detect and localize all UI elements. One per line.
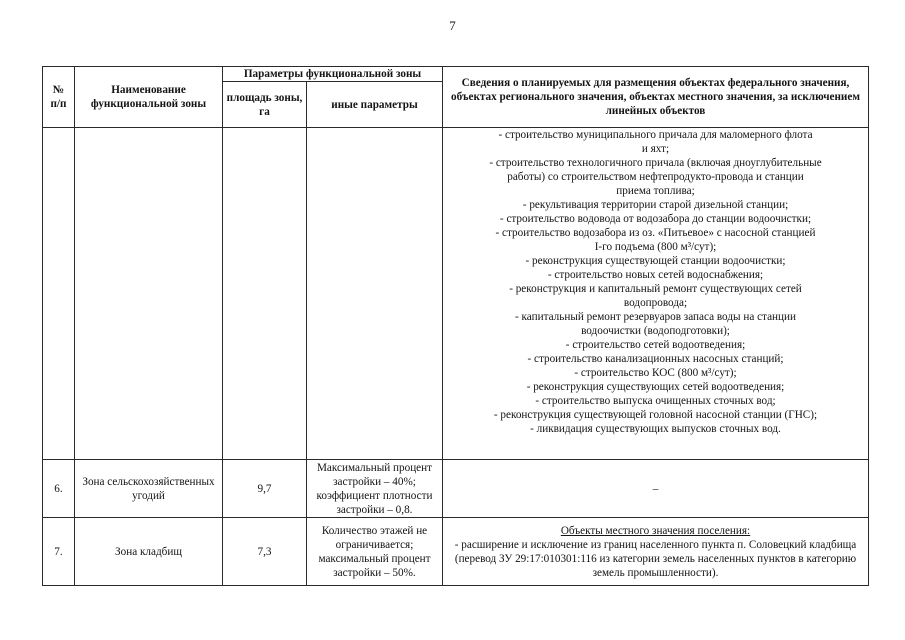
table-row-continued bbox=[43, 128, 869, 460]
plan-line: - строительство КОС (800 м³/сут); bbox=[574, 367, 737, 379]
plan-line: - строительство выпуска очищенных сточных вод; bbox=[535, 395, 776, 407]
plan-line: и яхт; bbox=[641, 143, 670, 155]
cell-num bbox=[43, 128, 75, 460]
row-plan bbox=[443, 518, 869, 586]
row-area: 7,3 bbox=[223, 518, 307, 586]
plan-line: - рекультивация территории старой дизельной станции; bbox=[522, 199, 789, 211]
plan-line: - строительство новых сетей водоснабжения; bbox=[547, 269, 764, 281]
plan-line: - реконструкция существующих сетей водоотведения; bbox=[526, 381, 785, 393]
plan-line: I-го подъема (800 м³/сут); bbox=[594, 241, 717, 253]
row-zone-name: Зона сельскохозяйственных угодий bbox=[75, 460, 223, 518]
row-plan-text: - расширение и исключение из границ населенного пункта п. Соловецкий кладбища (перевод ЗУ 29:17:010301:116 из категории земель населенных пунктов в категорию земель промышленности). bbox=[454, 538, 857, 579]
table-row bbox=[43, 518, 869, 586]
plan-line: - ликвидация существующих выпусков сточных вод. bbox=[530, 423, 781, 435]
header-plan: Сведения о планируемых для размещения объектах федерального значения, объектах регионального значения, объектах местного значения, за исключением линейных объектов bbox=[443, 67, 869, 128]
plan-line: - строительство технологичного причала (включая дноуглубительные bbox=[489, 157, 822, 169]
header-num: № п/п bbox=[43, 67, 75, 128]
plan-line: - строительство сетей водоотведения; bbox=[565, 339, 746, 351]
row-zone-name: Зона кладбищ bbox=[75, 518, 223, 586]
plan-line: - реконструкция существующей головной насосной станции (ГНС); bbox=[493, 409, 818, 421]
row-plan-text: – bbox=[652, 482, 659, 495]
header-other: иные параметры bbox=[307, 82, 443, 128]
row-num: 7. bbox=[43, 518, 75, 586]
header-row-1 bbox=[43, 67, 869, 82]
row-area: 9,7 bbox=[223, 460, 307, 518]
page-number: 7 bbox=[449, 18, 456, 33]
header-area: площадь зоны, га bbox=[223, 82, 307, 128]
cell-plan bbox=[443, 128, 869, 460]
row-other-params: Максимальный процент застройки – 40%; коэффициент плотности застройки – 0,8. bbox=[307, 460, 443, 518]
table-row bbox=[43, 460, 869, 518]
plan-line: - реконструкция существующей станции водоочистки; bbox=[525, 255, 786, 267]
plan-line: водоочистки (водоподготовки); bbox=[581, 325, 730, 337]
plan-line: - реконструкция и капитальный ремонт существующих сетей bbox=[509, 283, 802, 295]
plan-line: водопровода; bbox=[623, 297, 688, 309]
zones-table bbox=[42, 66, 869, 586]
plan-line: приема топлива; bbox=[616, 185, 695, 197]
plan-line: - строительство муниципального причала для маломерного флота bbox=[498, 129, 813, 141]
plan-line: - строительство водовода от водозабора до станции водоочистки; bbox=[499, 213, 812, 225]
cell-name bbox=[75, 128, 223, 460]
header-zone-name: Наименование функциональной зоны bbox=[75, 67, 223, 128]
plan-line: - строительство канализационных насосных станций; bbox=[527, 353, 784, 365]
row-num: 6. bbox=[43, 460, 75, 518]
header-params: Параметры функциональной зоны bbox=[223, 67, 443, 82]
cell-area bbox=[223, 128, 307, 460]
row-other-params: Количество этажей не ограничивается; максимальный процент застройки – 50%. bbox=[307, 518, 443, 586]
row-plan-title: Объекты местного значения поселения: bbox=[560, 524, 751, 537]
row-plan bbox=[443, 460, 869, 518]
plan-line: - капитальный ремонт резервуаров запаса воды на станции bbox=[515, 311, 796, 323]
plan-line: работы) со строительством нефтепродукто-провода и станции bbox=[507, 171, 804, 183]
plan-line: - строительство водозабора из оз. «Питьевое» с насосной станцией bbox=[495, 227, 816, 239]
cell-other bbox=[307, 128, 443, 460]
